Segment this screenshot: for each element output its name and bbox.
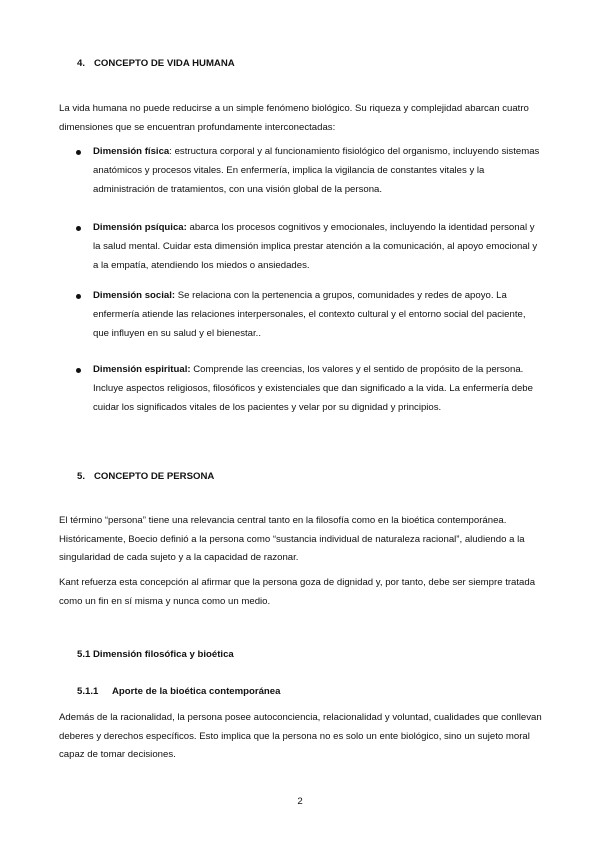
bullet-icon — [76, 368, 81, 373]
list-item-text: Comprende las creencias, los valores y el sentido de propósito de la persona. Incluye aspectos religiosos, filosóficos y existenciales que dan significado a la vida. La enfermería debe cuidar los significados vitales de los pacientes y velar por su dignidad y principios. — [93, 364, 533, 413]
list-item-text: Se relaciona con la pertenencia a grupos, comunidades y redes de apoyo. La enfermería atiende las relaciones interpersonales, el contexto cultural y el entorno social del paciente, que influyen en su salud y el bienestar.. — [93, 290, 526, 339]
list-item-label: Dimensión física — [93, 146, 170, 157]
section-5-paragraph-2: Kant refuerza esta concepción al afirmar que la persona goza de dignidad y, por tanto, debe ser siempre tratada como un fin en sí misma y nunca como un medio. — [59, 577, 536, 607]
list-item-spiritual — [93, 361, 543, 417]
section-5-heading — [77, 471, 214, 482]
list-item-psychic — [93, 219, 543, 275]
section-5-1-1-paragraph: Además de la racionalidad, la persona posee autoconciencia, relacionalidad y voluntad, cualidades que conllevan deberes y derechos específicos. Esto implica que la persona no es solo un ente biológico, sino un sujeto moral capaz de tomar decisiones. — [59, 712, 542, 760]
section-number: 5. — [77, 471, 86, 482]
list-item-physical — [93, 143, 543, 199]
list-item-text: abarca los procesos cognitivos y emocionales, incluyendo la identidad personal y la salud mental. Cuidar esta dimensión implica prestar atención a la comunicación, al apoyo emocional y a la empatía, atendiendo los miedos o ansiedades. — [93, 222, 538, 271]
section-title: CONCEPTO DE VIDA HUMANA — [94, 58, 235, 69]
section-5-paragraph-1: El término “persona” tiene una relevancia central tanto en la filosofía como en la bioética contemporánea. Históricamente, Boecio definió a la persona como “sustancia individual de naturaleza racional”, aludiendo a la singularidad de cada sujeto y a la capacidad de razonar. — [59, 515, 525, 563]
section-4-heading — [77, 58, 235, 69]
list-item-social — [93, 287, 543, 343]
list-item-text: : estructura corporal y al funcionamiento fisiológico del organismo, incluyendo sistemas anatómicos y procesos vitales. En enfermería, implica la vigilancia de constantes vitales y la administración de tratamientos, con una visión global de la persona. — [93, 146, 540, 195]
page-number: 2 — [297, 796, 303, 807]
bullet-icon — [76, 294, 81, 299]
section-5-1-1-heading — [77, 686, 280, 697]
list-item-label: Dimensión social: — [93, 290, 176, 301]
bullet-icon — [76, 226, 81, 231]
bullet-icon — [76, 150, 81, 155]
list-item-label: Dimensión psíquica: — [93, 222, 187, 233]
section-title: CONCEPTO DE PERSONA — [94, 471, 215, 482]
list-item-label: Dimensión espiritual: — [93, 364, 191, 375]
section-number: 5.1.1 — [77, 686, 99, 697]
section-title: Aporte de la bioética contemporánea — [112, 686, 281, 697]
section-5-1-heading: 5.1 Dimensión filosófica y bioética — [77, 649, 234, 660]
section-number: 4. — [77, 58, 86, 69]
section-4-intro: La vida humana no puede reducirse a un simple fenómeno biológico. Su riqueza y complejidad abarcan cuatro dimensiones que se encuentran profundamente interconectadas: — [59, 103, 529, 133]
